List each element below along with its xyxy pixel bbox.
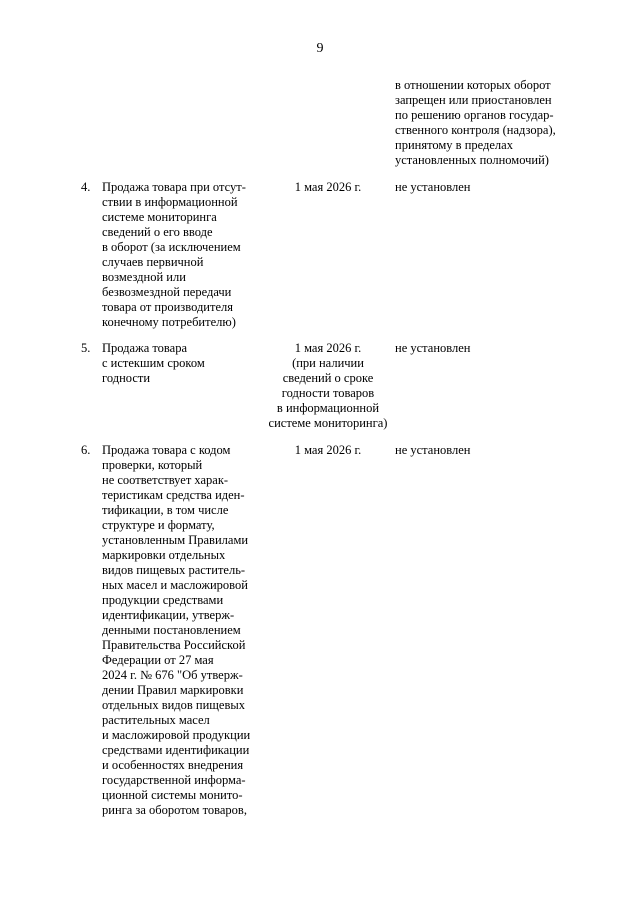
row-5-description: Продажа товара с истекшим сроком годности <box>102 341 205 385</box>
row-5-date: 1 мая 2026 г. (при наличии сведений о сроке годности товаров в информационной системе мониторинга) <box>268 341 388 430</box>
row-5-number: 5. <box>81 341 91 355</box>
row-4-date: 1 мая 2026 г. <box>294 180 362 194</box>
continuation-status-text: в отношении которых оборот запрещен или приостановлен по решению органов государ- ственного контроля (надзора), принятому в пределах установленных полномочий) <box>395 78 556 167</box>
row-6-date: 1 мая 2026 г. <box>294 443 362 457</box>
page-number: 9 <box>316 41 324 56</box>
row-4-status: не установлен <box>395 180 471 194</box>
row-5-status: не установлен <box>395 341 471 355</box>
row-6-status: не установлен <box>395 443 471 457</box>
row-4-number: 4. <box>81 180 91 194</box>
row-6-description: Продажа товара с кодом проверки, который не соответствует харак- теристикам средства иден- тификации, в том числе структуре и формату, установленным Правилами маркировки отдельных видов пищевых раститель- ных масел и масложировой продукции средствами идентификации, утверж- денными постановлением Правительства Российской Федерации от 27 мая 2024 г. № 676 "Об утверж- дении Правил маркировки отдельных видов пищевых растительных масел и масложировой продукции средствами идентификации и особенностях внедрения государственной информа- ционной системы монито- ринга за оборотом товаров, <box>102 443 251 817</box>
row-4-description: Продажа товара при отсут- ствии в информационной системе мониторинга сведений о его вводе в оборот (за исключением случаев первичной возмездной или безвозмездной передачи товара от производителя конечному потребителю) <box>102 180 246 329</box>
row-6-number: 6. <box>81 443 91 457</box>
